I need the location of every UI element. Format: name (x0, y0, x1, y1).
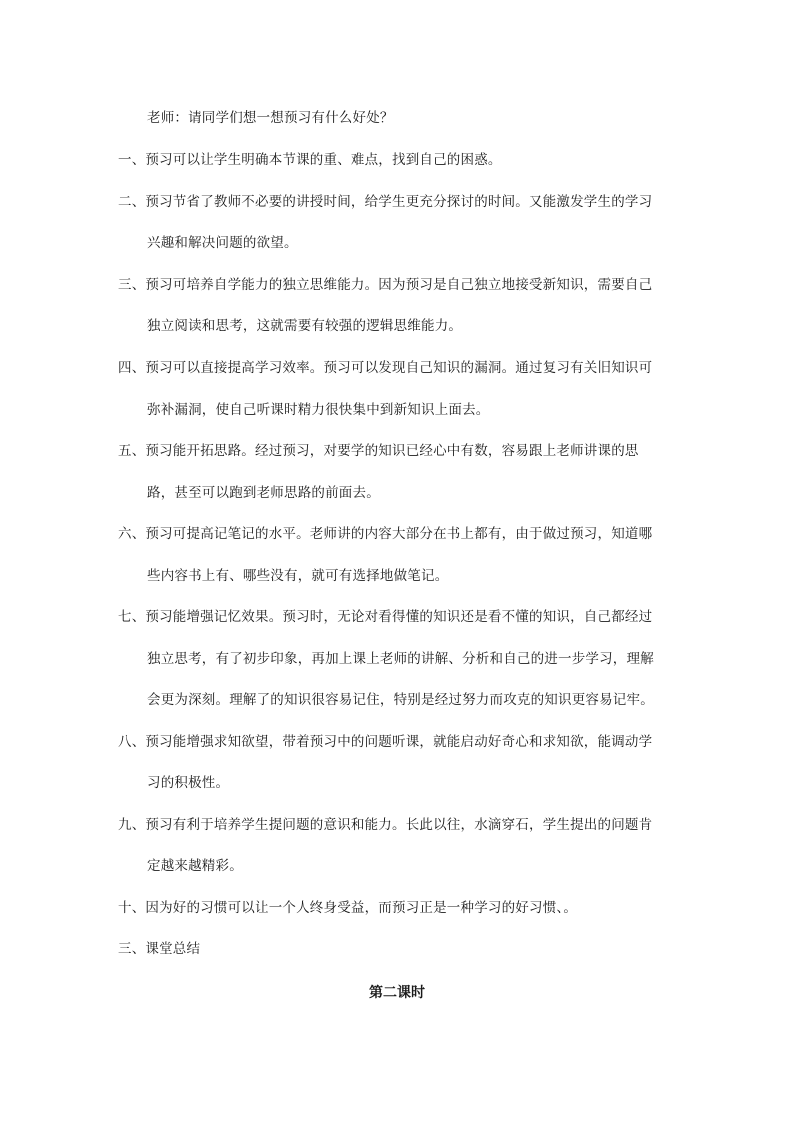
item-continuation: 独立思考，有了初步印象，再加上课上老师的讲解、分析和自己的进一步学习，理解 (147, 651, 654, 667)
item-text: 预习能增强求知欲望，带着预习中的问题听课，就能启动好奇心和求知欲，能调动学 (145, 734, 653, 750)
item-text: 预习可培养自学能力的独立思维能力。因为预习是自己独立地接受新知识，需要自己 (145, 277, 653, 293)
section-marker: 三、 (118, 941, 146, 957)
item-marker: 二、 (118, 194, 146, 210)
item-continuation: 习的积极性。 (147, 775, 230, 791)
section-heading (118, 939, 200, 959)
item-continuation: 些内容书上有、哪些没有，就可有选择地做笔记。 (147, 568, 449, 584)
list-item (118, 732, 652, 752)
section-text: 课堂总结 (145, 941, 201, 957)
item-continuation: 弥补漏洞，使自己听课时精力很快集中到新知识上面去。 (147, 402, 490, 418)
item-text: 预习可提高记笔记的水平。老师讲的内容大部分在书上都有，由于做过预习，知道哪 (145, 526, 653, 542)
item-marker: 五、 (118, 443, 146, 459)
item-text: 预习可以直接提高学习效率。预习可以发现自己知识的漏洞。通过复习有关旧知识可 (145, 360, 653, 376)
item-text: 预习节省了教师不必要的讲授时间，给学生更充分探讨的时间。又能激发学生的学习 (145, 194, 653, 210)
item-marker: 一、 (118, 152, 146, 168)
list-item (118, 815, 652, 835)
item-continuation: 兴趣和解决问题的欲望。 (147, 235, 298, 251)
list-item (118, 898, 577, 918)
lesson-subtitle: 第二课时 (369, 985, 425, 1001)
item-marker: 三、 (118, 277, 146, 293)
list-item (118, 275, 652, 295)
list-item (118, 524, 652, 544)
item-text: 预习能开拓思路。经过预习，对要学的知识已经心中有数，容易跟上老师讲课的思 (145, 443, 639, 459)
item-text: 预习有利于培养学生提问题的意识和能力。长此以往，水滴穿石，学生提出的问题肯 (145, 817, 653, 833)
item-continuation: 会更为深刻。理解了的知识很容易记住，特别是经过努力而攻克的知识更容易记牢。 (147, 692, 654, 708)
item-text: 因为好的习惯可以让一个人终身受益，而预习正是一种学习的好习惯、。 (145, 900, 578, 916)
item-marker: 九、 (118, 817, 146, 833)
list-item (118, 607, 652, 627)
list-item (118, 358, 652, 378)
item-marker: 七、 (118, 609, 146, 625)
item-marker: 六、 (118, 526, 146, 542)
item-continuation: 独立阅读和思考，这就需要有较强的逻辑思维能力。 (147, 318, 463, 334)
item-marker: 十、 (118, 900, 146, 916)
item-marker: 四、 (118, 360, 146, 376)
item-text: 预习可以让学生明确本节课的重、难点，找到自己的困惑。 (145, 152, 502, 168)
item-continuation: 定越来越精彩。 (147, 858, 243, 874)
item-marker: 八、 (118, 734, 146, 750)
item-text: 预习能增强记忆效果。预习时，无论对看得懂的知识还是看不懂的知识，自己都经过 (145, 609, 653, 625)
list-item (118, 150, 502, 170)
list-item (118, 441, 639, 461)
intro-line: 老师：请同学们想一想预习有什么好处？ (147, 110, 394, 126)
item-continuation: 路，甚至可以跑到老师思路的前面去。 (147, 485, 380, 501)
list-item (118, 192, 652, 212)
